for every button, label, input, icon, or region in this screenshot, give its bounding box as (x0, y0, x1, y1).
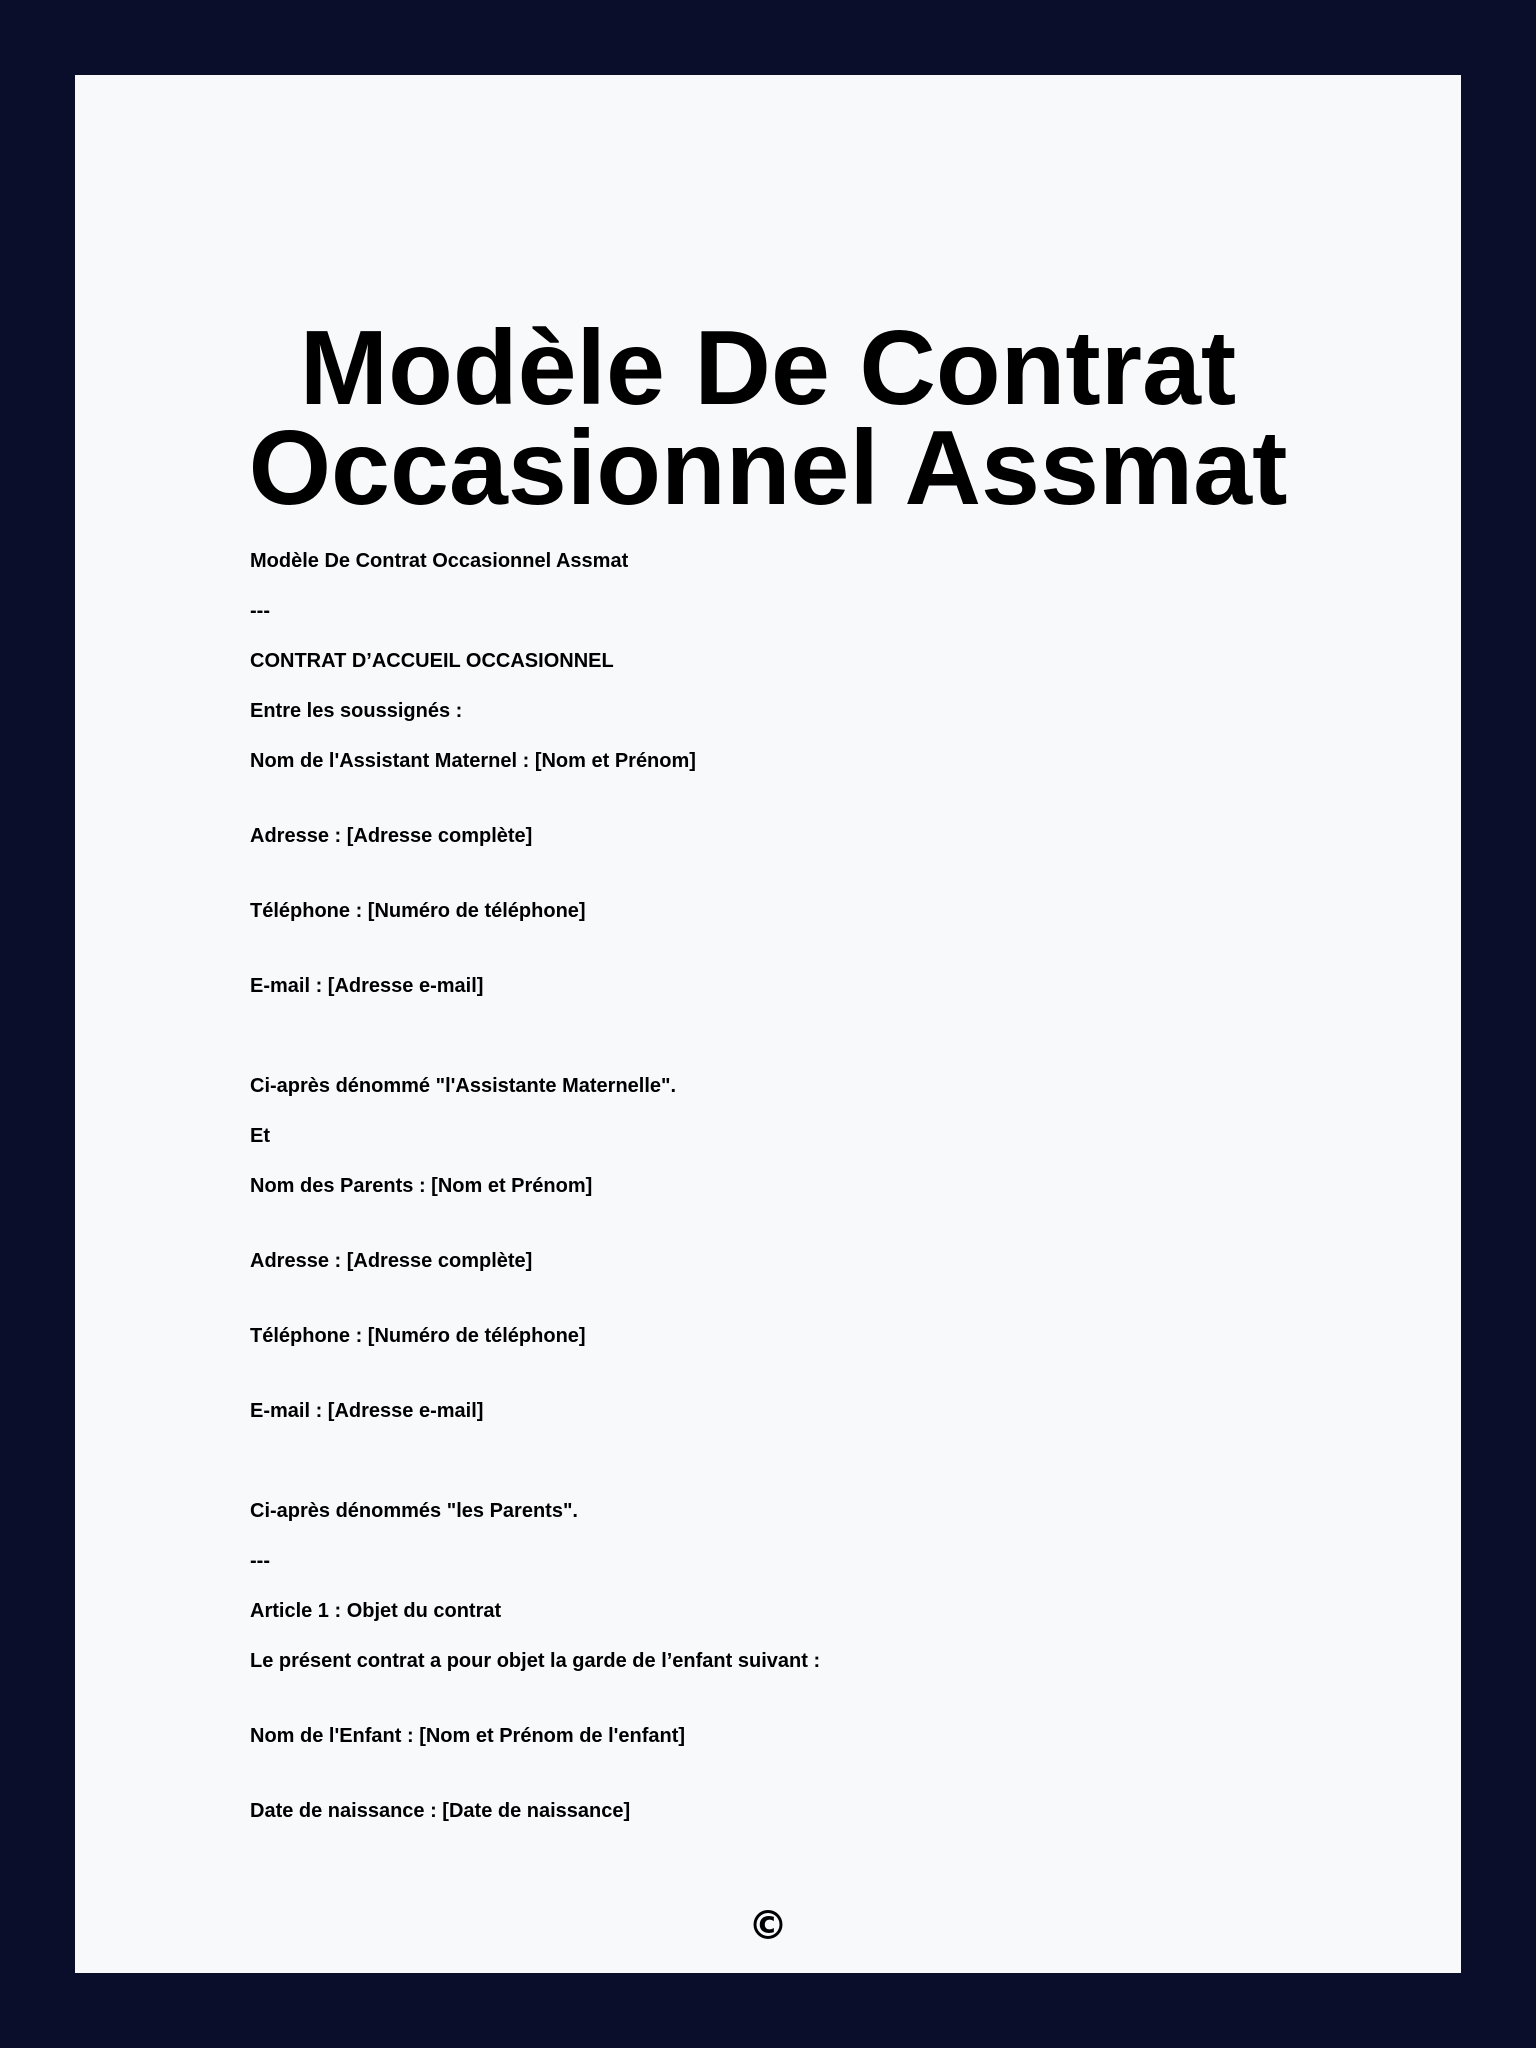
parents-email-field: E-mail : [Adresse e-mail] (250, 1400, 484, 1422)
child-birthdate-field: Date de naissance : [Date de naissance] (250, 1800, 631, 1822)
parents-name-field: Nom des Parents : [Nom et Prénom] (250, 1175, 593, 1197)
parties-intro: Entre les soussignés : (250, 700, 463, 722)
parents-phone-field: Téléphone : [Numéro de téléphone] (250, 1325, 586, 1347)
assistant-email-field: E-mail : [Adresse e-mail] (250, 975, 484, 997)
child-name-field: Nom de l'Enfant : [Nom et Prénom de l'enfant] (250, 1725, 686, 1747)
document-heading: Modèle De Contrat Occasionnel Assmat (250, 550, 629, 572)
parents-address-field: Adresse : [Adresse complète] (250, 1250, 533, 1272)
title-line-1: Modèle De Contrat (299, 309, 1237, 427)
document-title (75, 309, 1461, 527)
assistant-name-field: Nom de l'Assistant Maternel : [Nom et Prénom] (250, 750, 696, 772)
parents-designation: Ci-après dénommés "les Parents". (250, 1500, 578, 1522)
article-1-text: Le présent contrat a pour objet la garde de l’enfant suivant : (250, 1650, 821, 1672)
article-1-heading: Article 1 : Objet du contrat (250, 1600, 502, 1622)
copyright-icon: © (748, 1903, 788, 1949)
separator: --- (250, 1550, 270, 1572)
parties-conjunction: Et (250, 1125, 270, 1147)
title-line-2: Occasionnel Assmat (248, 409, 1288, 527)
assistant-designation: Ci-après dénommé "l'Assistante Maternelle". (250, 1075, 677, 1097)
document-page (75, 75, 1461, 1973)
assistant-phone-field: Téléphone : [Numéro de téléphone] (250, 900, 586, 922)
contract-type: CONTRAT D’ACCUEIL OCCASIONNEL (250, 650, 614, 672)
separator: --- (250, 600, 270, 622)
assistant-address-field: Adresse : [Adresse complète] (250, 825, 533, 847)
